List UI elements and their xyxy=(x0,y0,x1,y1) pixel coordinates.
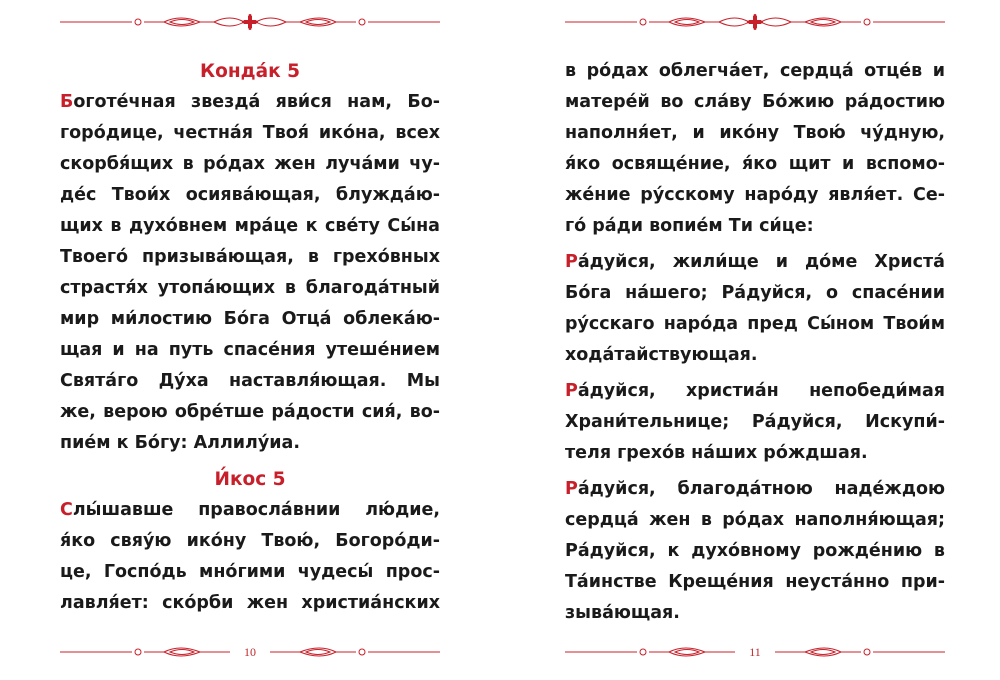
text-line: го́ ра́ди вопие́м Ти си́це: xyxy=(565,216,814,236)
text-line: пие́м к Бо́гу: Аллилу́иа. xyxy=(60,433,300,453)
left-text-block xyxy=(60,56,440,624)
text-line: сердца́ жен в ро́дах наполня́ющая; xyxy=(565,510,945,530)
bottom-ornament xyxy=(565,644,945,660)
text-line: в ро́дах облегча́ет, сердца́ отце́в и xyxy=(565,61,945,81)
text-line: ру́сскаго наро́да пред Сы́ном Твои́м xyxy=(565,314,945,334)
left-page xyxy=(60,0,440,680)
drop-initial: С xyxy=(60,500,73,520)
rejoice-paragraph-1 xyxy=(565,247,945,371)
text-line: а́дуйся, христиа́н непобеди́мая xyxy=(577,381,945,401)
text-line: теля грехо́в на́ших ро́ждшая. xyxy=(565,443,868,463)
ikos-heading: И́кос 5 xyxy=(214,469,286,490)
text-line: зыва́ющая. xyxy=(565,603,680,623)
cross-icon xyxy=(747,14,763,30)
kontakion-paragraph xyxy=(60,87,440,459)
page-number: 11 xyxy=(735,644,775,660)
decorative-rule-icon xyxy=(60,14,440,30)
rejoice-paragraph-3 xyxy=(565,474,945,629)
top-ornament xyxy=(60,14,440,30)
text-line: щих в духо́внем мра́це к све́ту Сы́на xyxy=(60,216,440,236)
text-line: щая и на путь спасе́ния утеше́нием xyxy=(60,340,440,360)
text-line: горо́дице, честна́я Твоя́ ико́на, всех xyxy=(60,123,440,143)
text-line: Та́инстве Креще́ния неуста́нно при- xyxy=(565,572,945,592)
text-line: же, верою обре́тше ра́дости сия́, во- xyxy=(60,402,440,422)
text-line: я́ко свяу́ю ико́ну Твою́, Богоро́ди- xyxy=(60,531,440,551)
text-line: де́с Твои́х осиява́ющая, блужда́ю- xyxy=(60,185,440,205)
right-text-block xyxy=(565,56,945,634)
kontakion-heading: Конда́к 5 xyxy=(200,61,300,82)
text-line: а́дуйся, благода́тною наде́ждою xyxy=(577,479,945,499)
drop-initial: Р xyxy=(565,252,578,272)
drop-initial: Р xyxy=(565,479,578,499)
text-line: хода́тайствующая. xyxy=(565,345,758,365)
text-line: матере́й во сла́ву Бо́жию ра́достию xyxy=(565,92,945,112)
text-line: це, Госпо́дь мно́гими чудесы́ прос- xyxy=(60,562,440,582)
text-line: лавля́ет: ско́рби жен христиа́нских xyxy=(60,593,440,613)
text-line: Ра́дуйся, к духо́вному рожде́нию в xyxy=(565,541,945,561)
text-line: страстя́х утопа́ющих в благода́тный xyxy=(60,278,440,298)
text-line: а́дуйся, жили́ще и до́ме Христа́ xyxy=(577,252,945,272)
text-line: я́ко освяще́ние, я́ко щит и вспомо- xyxy=(565,154,945,174)
text-line: Твоего́ призыва́ющая, в грехо́вных xyxy=(60,247,440,267)
text-line: же́ние ру́сскому наро́ду явля́ет. Се- xyxy=(565,185,945,205)
text-line: скорбя́щих в ро́дах жен луча́ми чу- xyxy=(60,154,440,174)
text-line: лы́шавше правосла́внии лю́дие, xyxy=(72,500,440,520)
text-line: Храни́тельнице; Ра́дуйся, Искупи́- xyxy=(565,412,945,432)
top-ornament xyxy=(565,14,945,30)
rejoice-paragraph-2 xyxy=(565,376,945,469)
bottom-ornament xyxy=(60,644,440,660)
page-number: 10 xyxy=(230,644,270,660)
drop-initial: Б xyxy=(60,92,74,112)
decorative-rule-icon xyxy=(565,14,945,30)
text-line: наполня́ет, и ико́ну Твою́ чу́дную, xyxy=(565,123,945,143)
text-line: оготе́чная звезда́ яви́ся нам, Бо- xyxy=(73,92,440,112)
cross-icon xyxy=(242,14,258,30)
text-line: Бо́га на́шего; Ра́дуйся, о спасе́нии xyxy=(565,283,945,303)
text-line: Свята́го Ду́ха наставля́ющая. Мы xyxy=(60,371,440,391)
text-line: мир ми́лостию Бо́га Отца́ облека́ю- xyxy=(60,309,440,329)
ikos-paragraph xyxy=(60,495,440,619)
drop-initial: Р xyxy=(565,381,578,401)
right-page xyxy=(565,0,945,680)
continuation-paragraph xyxy=(565,56,945,242)
